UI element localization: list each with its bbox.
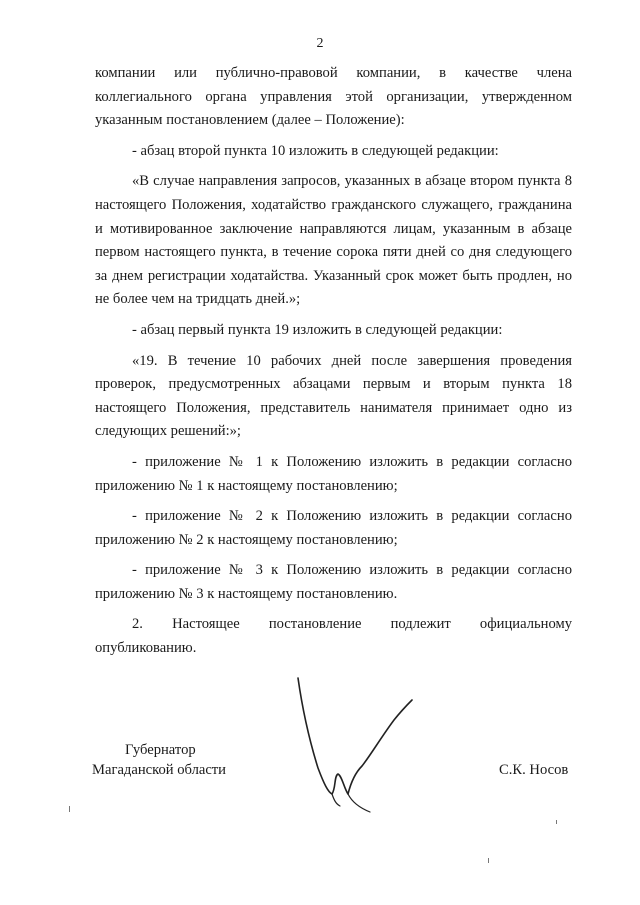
scan-speck (69, 806, 70, 812)
signatory-name: С.К. Носов (499, 762, 569, 778)
document-body (95, 62, 572, 668)
paragraph-appendix-2: - приложение № 2 к Положению изложить в редакции согласно приложению № 2 к настоящему постановлению; (95, 508, 572, 548)
handwritten-signature (290, 676, 430, 816)
page-number: 2 (316, 36, 324, 51)
paragraph-quote-item-19: «19. В течение 10 рабочих дней после завершения проведения проверок, предусмотренных абзацами первым и вторым пункта 18 настоящего Положения, представитель нанимателя принимает одно из следующих решений:»; (95, 352, 572, 440)
scan-speck (488, 858, 489, 863)
paragraph-quote-item-10: «В случае направления запросов, указанных в абзаце втором пункта 8 настоящего Положения, ходатайство гражданского служащего, гражданина и мотивированное заключение направляются лицам, указанным в абзаце первом настоящего пункта, в течение сорока пяти дней со дня следующего за днем регистрации ходатайства. Указанный срок может быть продлен, но не более чем на тридцать дней.»; (95, 173, 572, 308)
paragraph-continuation: компании или публично-правовой компании, в качестве члена коллегиального органа управления этой организации, утвержденном указанным постановлением (далее – Положение): (95, 65, 572, 129)
paragraph-amend-item-19: - абзац первый пункта 19 изложить в следующей редакции: (132, 321, 503, 338)
signatory-title-line2: Магаданской области (92, 762, 226, 778)
paragraph-appendix-1: - приложение № 1 к Положению изложить в редакции согласно приложению № 1 к настоящему постановлению; (95, 453, 572, 494)
signatory-title-line1: Губернатор (125, 742, 196, 758)
paragraph-publication: 2. Настоящее постановление подлежит официальному опубликованию. (95, 616, 572, 657)
paragraph-appendix-3: - приложение № 3 к Положению изложить в редакции согласно приложению № 3 к настоящему постановлению. (95, 562, 572, 602)
scan-speck (556, 820, 557, 824)
paragraph-amend-item-10: - абзац второй пункта 10 изложить в следующей редакции: (132, 142, 499, 159)
signatory-title (92, 740, 226, 780)
